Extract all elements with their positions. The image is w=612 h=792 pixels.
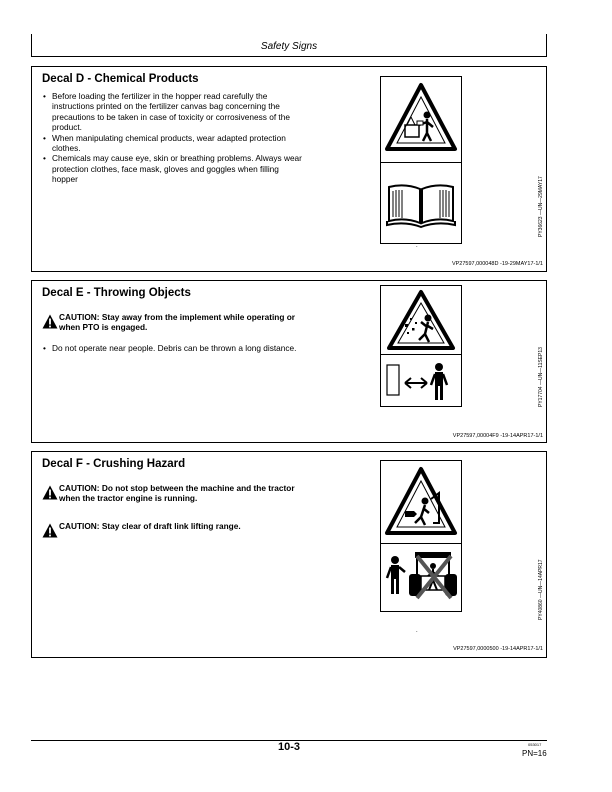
caution-text: CAUTION: Stay away from the implement while operating or when PTO is engaged. [59,312,296,333]
image-caption: PY36623 —UN—29MAY17 [538,176,544,237]
bullet-item: • Do not operate near people. Debris can be thrown a long distance. [43,343,303,353]
decal-e-image [380,285,462,407]
pn-label: PN=16 [522,749,547,758]
reference-code: VP27597,00004F9 -19-14APR17-1/1 [452,433,543,439]
caution-notice [42,521,312,531]
image-caption: PY40860 —UN—14APR17 [538,559,544,620]
bullet-item: • Before loading the fertilizer in the hopper read carefully the instructions printed on the fertilizer canvas bag concerning the precautions to be taken in case of toxicity or corrosiveness of the product. [43,91,303,133]
section-decal-d [31,66,547,272]
decal-d-image [380,76,462,244]
caution-text: CAUTION: Stay clear of draft link lifting range. [59,521,241,531]
thrown-objects-warning-icon [381,286,461,354]
bullet-item: • When manipulating chemical products, wear adapted protection clothes. [43,133,303,154]
read-manual-icon [381,163,461,243]
mark-dot: . [416,628,418,634]
safe-distance-icon [381,355,461,407]
section-title: Decal F - Crushing Hazard [42,458,186,470]
warning-triangle-icon [42,314,58,329]
reference-code: VP27597,0000500 -19-14APR17-1/1 [453,646,543,652]
section-title: Decal D - Chemical Products [42,73,199,85]
caution-text: CAUTION: Do not stop between the machine and the tractor when the tractor engine is running. [59,483,295,504]
caution-notice [42,483,312,504]
page-number: 10-3 [277,741,301,753]
header-rule [31,56,547,57]
mark-dot: . [416,243,418,249]
footer-code: 053017 [528,742,542,747]
image-caption: PY17704 —UN—11SEP13 [538,347,544,407]
chemical-warning-icon [381,77,461,162]
decal-f-image [380,460,462,612]
warning-triangle-icon [42,523,58,538]
crushing-warning-icon [381,461,461,543]
page-header-title: Safety Signs [260,41,318,52]
section-decal-e [31,280,547,443]
section-decal-f [31,451,547,658]
caution-notice [42,312,312,333]
stay-clear-tractor-icon [381,544,461,612]
bullet-item: • Chemicals may cause eye, skin or breathing problems. Always wear protection clothes, face mask, gloves and goggles when filling hopper [43,153,303,184]
warning-triangle-icon [42,485,58,500]
bullet-list [43,343,303,353]
bullet-list [43,91,303,185]
reference-code: VP27597,000048D -19-29MAY17-1/1 [451,261,543,267]
section-title: Decal E - Throwing Objects [42,287,191,299]
